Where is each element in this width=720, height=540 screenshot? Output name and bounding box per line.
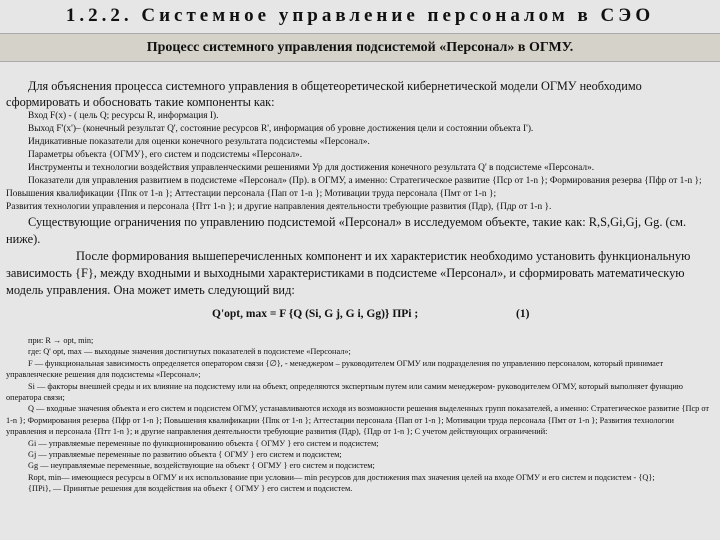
intro-paragraph: Для объяснения процесса системного управления в общетеоретической кибернетической модели ОГМУ необходимо сформировать и обосновать такие компоненты как: <box>6 79 642 109</box>
note-line: {ПPi}, — Принятые решения для воздействия на объект { ОГМУ } его систем и подсистем. <box>28 484 353 494</box>
constraints-paragraph: Существующие ограничения по управлению подсистемой «Персонал» в исследуемом объекте, такие как: R,S,Gi,Gj, Gg. (см. ниже). <box>6 215 687 246</box>
list-item: Развития технологии управления и персонала {Птт 1-n }; и другие направления деятельности требующие развития (Пдр), {Пдр от 1-n }. <box>6 202 552 212</box>
note-line: где: Q' opt, max — выходные значения достигнутых показателей в подсистеме «Персонал»; <box>28 347 351 357</box>
list-item: Параметры объекта {ОГМУ}, его систем и подсистемы «Персонал». <box>28 150 303 160</box>
note-line: Ropt, min— имеющиеся ресурсы в ОГМУ и их использование при условии— min ресурсов для достижения max значения целей на входе ОГМУ и его систем и подсистем - {Q}; <box>28 472 655 482</box>
model-paragraph: После формирования вышеперечисленных компонент и их характеристик необходимо установить функциональную зависимость {F}, между входными и выходными характеристиками в подсистеме «Персонал», и сформировать математическую модель управления. Она может иметь следующий вид: <box>6 249 691 297</box>
components-list <box>6 110 714 214</box>
model-formula <box>6 308 714 324</box>
note-line: Gj — управляемые переменные по развитию объекта { ОГМУ } его систем и подсистем; <box>28 450 342 460</box>
note-line: Q — входные значения объекта и его систем и подсистем ОГМУ, устанавливаются исходя из возможности решения выделенных групп показателей, а именно: Стратегическое развитие {Пср от 1-n }; Формирования резерва {Пфр от 1-n }; Повышения квалификации {Ппк от 1-n }; Аттестации персонала {Пап от 1-n }; Мотивации труда персонала {Пмт от 1-n }; Развития технологии управления и персонала {Птт 1-n }; и другие направления деятельности требующие развития (Пдр), {Пдр от 1-n }; С учетом действующих ограничений: <box>6 404 710 437</box>
section-banner: Процесс системного управления подсистемой «Персонал» в ОГМУ. <box>0 33 720 62</box>
note-line: Gi — управляемые переменные по функционированию объекта { ОГМУ } его систем и подсистем; <box>28 438 379 448</box>
formula-number: (1) <box>516 308 530 320</box>
note-line: F — функциональная зависимость определяется оператором связи {∅}, - менеджером – руководителем ОГМУ или подразделения по управлению персоналом, который принимает управленческие решения для подсистемы «Персонал»; <box>6 358 664 380</box>
list-item: Инструменты и технологии воздействия управленческими решениями Ур для достижения конечного результата Q' в подсистеме «Персонал». <box>28 163 595 173</box>
formula-notes <box>6 335 714 495</box>
list-item: Показатели для управления развитием в подсистеме «Персонал» (Пр). в ОГМУ, а именно: Стратегическое развитие {Пср от 1-n }; Формирования резерва {Пфр от 1-n }; Повышения квалификации {Ппк от 1-n }; Аттестации персонала {Пап от 1-n }; Мотивации труда персонала {Пмт от 1-n }; <box>6 176 702 199</box>
list-item: Выход F'(x')– (конечный результат Q', состояние ресурсов R', информация об уровне достижения цели и состоянии объекта I'). <box>28 124 534 134</box>
slide-title: 1.2.2. Системное управление персоналом в СЭО <box>65 5 655 26</box>
note-line: Si — факторы внешней среды и их влияние на подсистему или на объект, определяются экспертным путем или самим менеджером- руководителем ОГМУ, который выполняет функцию оператора связи; <box>6 381 683 403</box>
slide-content <box>6 78 714 495</box>
note-line: при: R → opt, min; <box>28 336 94 345</box>
list-item: Вход F(x) - ( цель Q; ресурсы R, информация I). <box>28 111 219 121</box>
note-line: Gg — неуправляемые переменные, воздействующие на объект { ОГМУ } его систем и подсистем; <box>28 461 375 471</box>
formula-expression: Q'opt, max = F {Q (Si, G j, G i, Gg)} ПPi ; <box>212 308 419 320</box>
list-item: Индикативные показатели для оценки конечного результата подсистемы «Персонал». <box>28 137 370 147</box>
